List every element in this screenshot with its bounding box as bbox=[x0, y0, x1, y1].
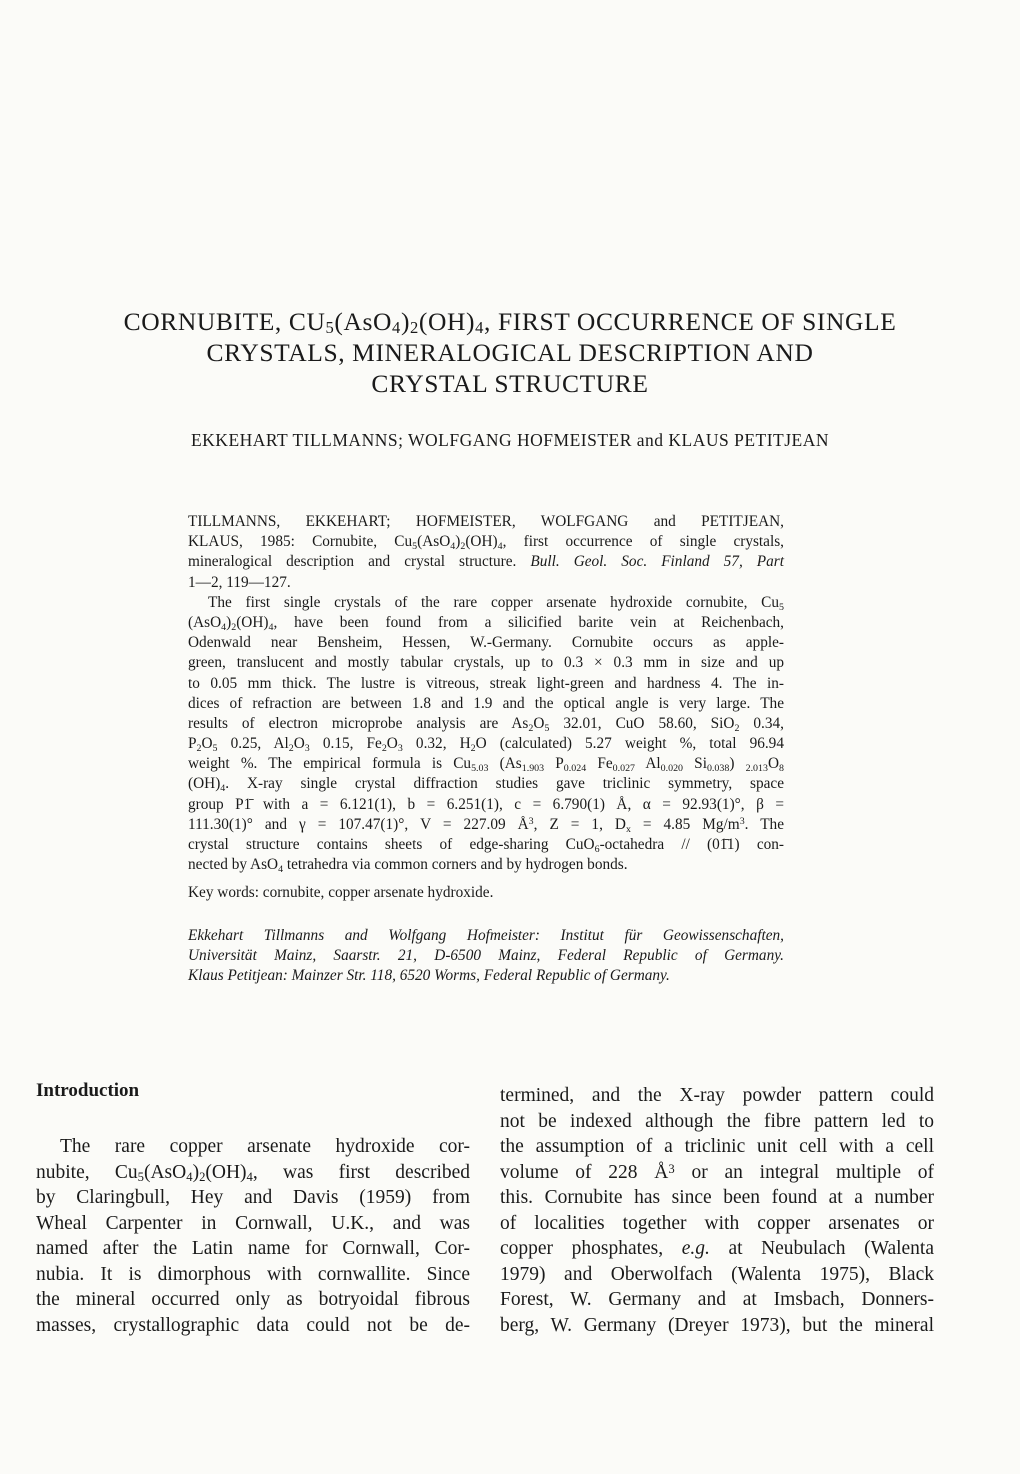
body-line: named after the Latin name for Cornwall, Cor- bbox=[36, 1238, 470, 1259]
body-line: masses, crystallographic data could not be de- bbox=[36, 1314, 470, 1336]
abstract-line: TILLMANNS, EKKEHART; HOFMEISTER, WOLFGANG and PETITJEAN, bbox=[188, 513, 784, 530]
abstract-line: group P1̄ with a = 6.121(1), b = 6.251(1), c = 6.790(1) Å, α = 92.93(1)°, β = bbox=[188, 795, 784, 813]
body-line: copper phosphates, e.g. at Neubulach (Walenta bbox=[500, 1238, 934, 1259]
paper-title bbox=[60, 306, 960, 399]
abstract-line: $(OH)_4$. X-ray single crystal diffraction studies gave triclinic symmetry, space bbox=[188, 775, 784, 795]
abstract-line: $P_2O_5$ 0.25, $Al_2O_3$ 0.15, $Fe_2O_3$ 0.32, $H_2O$ (calculated) 5.27 weight %, total 96.94 bbox=[188, 735, 784, 755]
affiliations bbox=[188, 926, 784, 987]
affiliation-line: Klaus Petitjean: Mainzer Str. 118, 6520 Worms, Federal Republic of Germany. bbox=[188, 967, 670, 985]
abstract-line: mineralogical description and crystal structure. Bull. Geol. Soc. Finland 57, Part bbox=[188, 553, 784, 571]
keywords: Key words: cornubite, copper arsenate hydroxide. bbox=[188, 884, 494, 901]
title-line-1: CORNUBITE, $CU_5(AsO_4)_2(OH)_4$, FIRST OCCURRENCE OF SINGLE bbox=[123, 307, 897, 337]
abstract-line: $(AsO_4)_2(OH)_4$, have been found from a silicified barite vein at Reichenbach, bbox=[188, 613, 784, 633]
author-list: EKKEHART TILLMANNS; WOLFGANG HOFMEISTER and KLAUS PETITJEAN bbox=[190, 430, 830, 450]
body-line: by Claringbull, Hey and Davis (1959) from bbox=[36, 1187, 470, 1208]
body-line: nubia. It is dimorphous with cornwallite. Since bbox=[36, 1263, 470, 1285]
abstract-line: The first single crystals of the rare copper arsenate hydroxide cornubite, $Cu_5$ bbox=[208, 593, 784, 613]
body-line: Wheal Carpenter in Cornwall, U.K., and was bbox=[36, 1212, 470, 1234]
body-line: the mineral occurred only as botryoidal fibrous bbox=[36, 1289, 470, 1310]
abstract-line: crystal structure contains sheets of edge-sharing CuO$_6$-octahedra // (01̄1) con- bbox=[188, 836, 784, 855]
abstract-line: green, translucent and mostly tabular crystals, up to 0.3 × 0.3 mm in size and up bbox=[188, 654, 784, 672]
abstract bbox=[188, 512, 784, 875]
abstract-line: Odenwald near Bensheim, Hessen, W.-Germany. Cornubite occurs as apple- bbox=[188, 634, 784, 652]
title-line-3: CRYSTAL STRUCTURE bbox=[371, 369, 649, 398]
body-line: this. Cornubite has since been found at a number bbox=[500, 1187, 934, 1208]
abstract-line: 1—2, 119—127. bbox=[188, 573, 291, 591]
body-line: 1979) and Oberwolfach (Walenta 1975), Black bbox=[500, 1263, 934, 1285]
abstract-line: to 0.05 mm thick. The lustre is vitreous, streak light-green and hardness 4. The in- bbox=[188, 674, 784, 692]
abstract-line: weight %. The empirical formula is $Cu_{5.03}$ ($As_{1.903}$ $P_{0.024}$ $Fe_{0.027}$ $Al_{0.020}$ $Si_{0.038}$) $_{2.013}O_8$ bbox=[188, 755, 784, 775]
title-line-2: CRYSTALS, MINERALOGICAL DESCRIPTION AND bbox=[206, 338, 814, 367]
abstract-line: KLAUS, 1985: Cornubite, $Cu_5(AsO_4)_2(OH)_4$, first occurrence of single crystals, bbox=[188, 533, 784, 553]
intro-right-column bbox=[500, 1083, 934, 1338]
abstract-line: results of electron microprobe analysis are $As_2O_5$ 32.01, CuO 58.60, SiO$_2$ 0.34, bbox=[188, 714, 785, 734]
body-line: nubite, $Cu_5(AsO_4)_2(OH)_4$, was first described bbox=[36, 1161, 471, 1184]
body-line: volume of 228 $Å^3$ or an integral multiple of bbox=[500, 1161, 934, 1183]
body-line: of localities together with copper arsenates or bbox=[500, 1212, 934, 1234]
abstract-line: nected by AsO$_4$ tetrahedra via common corners and by hydrogen bonds. bbox=[188, 856, 628, 876]
body-line: termined, and the X-ray powder pattern could bbox=[500, 1085, 934, 1106]
intro-left-column bbox=[36, 1134, 470, 1338]
abstract-line: dices of refraction are between 1.8 and 1.9 and the optical angle is very large. The bbox=[188, 694, 784, 712]
affiliation-line: Universität Mainz, Saarstr. 21, D-6500 Mainz, Federal Republic of Germany. bbox=[188, 947, 784, 965]
affiliation-line: Ekkehart Tillmanns and Wolfgang Hofmeister: Institut für Geowissenschaften, bbox=[188, 927, 784, 944]
body-line: The rare copper arsenate hydroxide cor- bbox=[60, 1136, 470, 1157]
body-line: berg, W. Germany (Dreyer 1973), but the mineral bbox=[500, 1314, 934, 1336]
body-line: not be indexed although the fibre pattern led to bbox=[500, 1110, 934, 1132]
section-heading-introduction: Introduction bbox=[36, 1080, 140, 1101]
body-line: Forest, W. Germany and at Imsbach, Donners- bbox=[500, 1289, 934, 1310]
abstract-line: 111.30(1)° and γ = 107.47(1)°, V = 227.09 $Å^3$, Z = 1, $D_x = 4.85$ $Mg/m^3$. The bbox=[188, 815, 784, 835]
body-line: the assumption of a triclinic unit cell with a cell bbox=[500, 1136, 934, 1157]
